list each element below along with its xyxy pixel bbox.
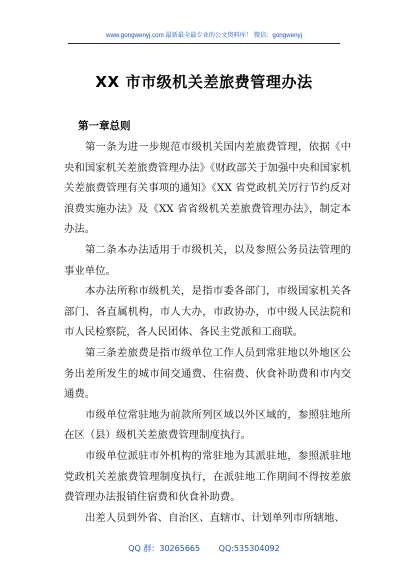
paragraph-article-3: 第三条差旅费是指市级单位工作人员到常驻地以外地区公务出差所发生的城市间交通费、住宿费、伙食补助费和市内交通费。 xyxy=(64,346,351,401)
paragraph-travel-other-provinces: 出差人员到外省、自治区、直辖市、计划单列市所辖地、 xyxy=(85,511,345,524)
paragraph-dispatched-agencies: 市级单位派驻市外机构的常驻地为其派驻地，参照派驻地党政机关差旅费管理制度执行，在派驻地工作期间不得按差旅费管理办法报销住宿费和伙食补助费。 xyxy=(64,449,351,504)
paragraph-outer-region: 市级单位常驻地为前款所列区域以外区域的，参照驻地所在区（县）级机关差旅费管理制度执行。 xyxy=(64,408,351,442)
footer-qq-group: QQ 群：30265665 xyxy=(128,544,201,553)
document-body xyxy=(64,137,351,528)
paragraph-article-1: 第一条为进一步规范市级机关国内差旅费管理，依据《中央和国家机关差旅费管理办法》《财政部关于加强中央和国家机关差旅费管理有关事项的通知》《XX 省党政机关厉行节约反对浪费实施办法》及《XX 省省级机关差旅费管理办法》，制定本办法。 xyxy=(64,141,351,236)
site-header-text: www.gongwenyj.com 最新最全最专业的公文资料库！ 微信：gongwenyj xyxy=(106,32,302,39)
paragraph-definition: 本办法所称市级机关，是指市委各部门，市级国家机关各部门、各直属机构，市人大办，市政协办，市中级人民法院和市人民检察院，各人民团体、各民主党派和工商联。 xyxy=(64,285,351,339)
page-footer xyxy=(0,544,408,554)
footer-qq-number: QQ:535304092 xyxy=(218,544,280,553)
document-title: XX 市市级机关差旅费管理办法 xyxy=(95,73,313,91)
chapter-heading: 第一章总则 xyxy=(78,120,131,132)
paragraph-article-2: 第二条本办法适用于市级机关，以及参照公务员法管理的事业单位。 xyxy=(64,243,351,277)
header-divider xyxy=(68,43,340,44)
